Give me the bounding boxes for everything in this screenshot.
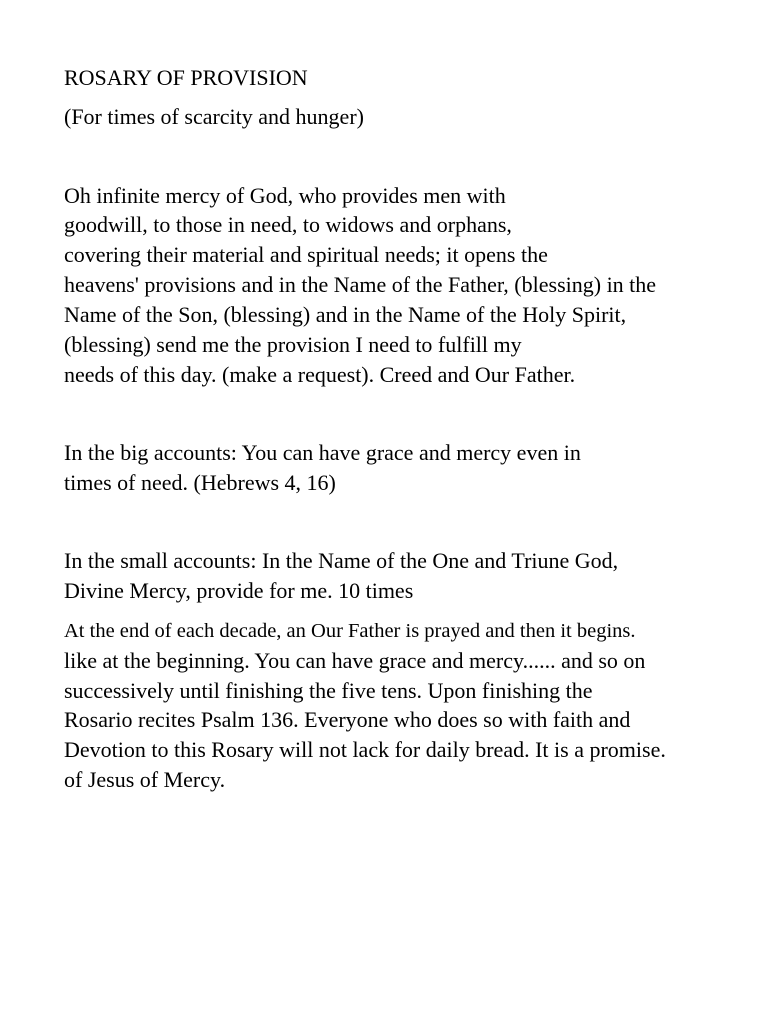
paragraph-line: covering their material and spiritual needs; it opens the bbox=[64, 242, 548, 267]
paragraph-line: times of need. (Hebrews 4, 16) bbox=[64, 470, 336, 495]
paragraph-line: successively until finishing the five tens. Upon finishing the bbox=[64, 678, 593, 703]
document-title: ROSARY OF PROVISION bbox=[64, 65, 308, 90]
paragraph-line: In the small accounts: In the Name of the One and Triune God, bbox=[64, 548, 619, 573]
paragraph-line: At the end of each decade, an Our Father is prayed and then it begins. bbox=[64, 620, 636, 642]
paragraph-line: like at the beginning. You can have grace and mercy...... and so on bbox=[64, 648, 646, 673]
paragraph-line: of Jesus of Mercy. bbox=[64, 767, 226, 792]
paragraph-line: needs of this day. (make a request). Creed and Our Father. bbox=[64, 362, 576, 387]
paragraph-line: In the big accounts: You can have grace and mercy even in bbox=[64, 440, 581, 465]
document-subtitle: (For times of scarcity and hunger) bbox=[64, 104, 364, 129]
paragraph-line: (blessing) send me the provision I need to fulfill my bbox=[64, 332, 522, 357]
paragraph-line: heavens' provisions and in the Name of the Father, (blessing) in the bbox=[64, 272, 657, 297]
paragraph-line: Name of the Son, (blessing) and in the Name of the Holy Spirit, bbox=[64, 302, 627, 327]
paragraph-line: Oh infinite mercy of God, who provides men with bbox=[64, 183, 506, 208]
paragraph-line: Divine Mercy, provide for me. 10 times bbox=[64, 578, 414, 603]
paragraph-line: Devotion to this Rosary will not lack for daily bread. It is a promise. bbox=[64, 737, 666, 762]
paragraph-line: Rosario recites Psalm 136. Everyone who does so with faith and bbox=[64, 707, 631, 732]
paragraph-line: goodwill, to those in need, to widows and orphans, bbox=[64, 212, 512, 237]
